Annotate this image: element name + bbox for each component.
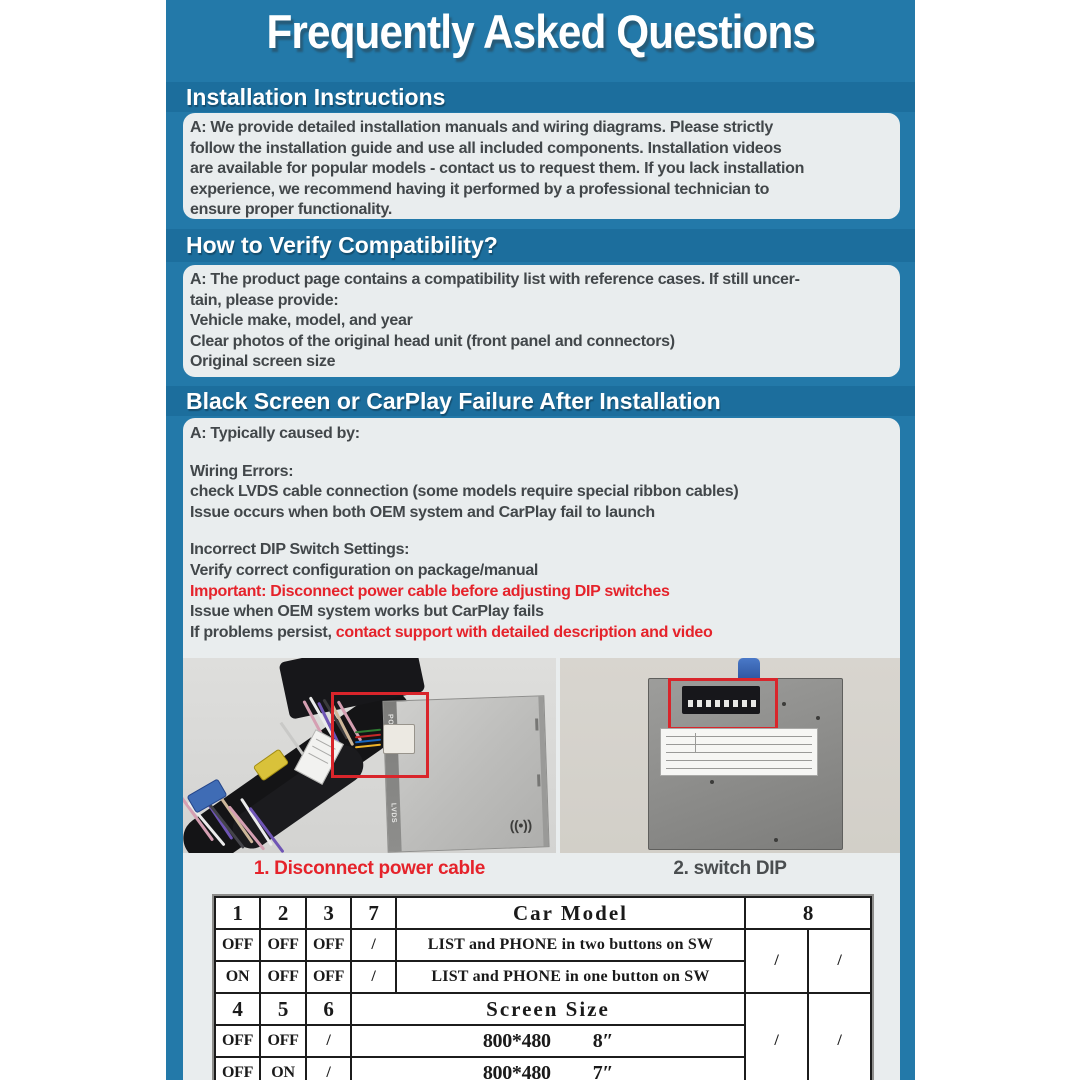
answer-line: tain, please provide: [190, 291, 339, 309]
line-prefix: If problems persist, [190, 623, 336, 641]
table-cell: OFF [260, 961, 306, 993]
table-cell: OFF [260, 1025, 306, 1057]
table-cell: OFF [306, 929, 351, 961]
answer-line: Issue occurs when both OEM system and CarPlay fail to launch [190, 503, 655, 521]
table-cell: OFF [215, 1025, 260, 1057]
spacer [190, 445, 900, 462]
table-cell: OFF [260, 929, 306, 961]
table-cell: OFF [215, 929, 260, 961]
answer-line: A: Typically caused by: [190, 425, 360, 442]
answer-line-contact-support [190, 623, 900, 644]
answer-line-important: Important: Disconnect power cable before adjusting DIP switches [190, 582, 670, 600]
dip1-header-cell: 1 [215, 897, 260, 929]
dip2-header-cell: 2 [260, 897, 306, 929]
answer-line: Issue when OEM system works but CarPlay fails [190, 603, 544, 621]
answer-line: Vehicle make, model, and year [190, 312, 413, 330]
section-band-compatibility [166, 229, 915, 262]
answer-line: follow the installation guide and use all included components. Installation videos [190, 139, 782, 157]
decoder-right-edge [538, 696, 548, 846]
answer-line: are available for popular models - contact us to request them. If you lack installation [190, 160, 805, 178]
decoder-port-mark [535, 718, 538, 730]
answer-line: ensure proper functionality. [190, 201, 392, 219]
line-red-part: contact support with detailed description and video [335, 623, 713, 641]
dip-settings-table [214, 896, 872, 1080]
resolution-cell [351, 1025, 745, 1057]
answer-line: A: The product page contains a compatibility list with reference cases. If still uncer- [190, 271, 800, 288]
table-cell: ON [260, 1057, 306, 1080]
table-cell: OFF [215, 1057, 260, 1080]
answer-line: Wiring Errors: [190, 462, 294, 480]
resolution-value: 800*480 [482, 1029, 551, 1052]
photo-disconnect-power [183, 658, 556, 853]
lvds-port-label: LVDS [389, 802, 398, 824]
dip5-header-cell: 5 [260, 993, 306, 1025]
red-highlight-dip-switch [668, 678, 778, 730]
caption-switch-dip: 2. switch DIP [673, 858, 787, 879]
table-cell-slash: / [745, 929, 808, 993]
table-cell-slash: / [745, 993, 808, 1080]
label-grid-line [695, 733, 696, 753]
answer-box-black-screen [183, 418, 900, 1080]
answer-line: A: We provide detailed installation manuals and wiring diagrams. Please strictly [190, 119, 773, 136]
dip8-header-cell: 8 [745, 897, 871, 929]
caption-row [183, 858, 900, 880]
table-cell: / [306, 1025, 351, 1057]
antenna-connector [738, 658, 760, 680]
section-band-black-screen [166, 386, 915, 416]
table-cell: ON [215, 961, 260, 993]
caption-disconnect-power: 1. Disconnect power cable [253, 858, 486, 879]
answer-line: Original screen size [190, 353, 336, 371]
screen-size-header-cell: Screen Size [351, 993, 745, 1025]
table-cell: / [351, 961, 396, 993]
photo-row [183, 658, 900, 853]
answer-line: Clear photos of the original head unit (front panel and connectors) [190, 332, 675, 350]
answer-box-compatibility [183, 265, 900, 377]
table-cell: / [351, 929, 396, 961]
page-title [166, 4, 915, 60]
car-model-header-cell: Car Model [396, 897, 745, 929]
answer-box-installation [183, 113, 900, 219]
car-mode-label-cell: LIST and PHONE in one button on SW [396, 961, 745, 993]
spacer [190, 523, 900, 540]
screw-dot [710, 780, 714, 784]
photo-switch-dip [560, 658, 900, 853]
answer-line: check LVDS cable connection (some models require special ribbon cables) [190, 483, 739, 501]
table-cell: / [306, 1057, 351, 1080]
screw-dot [782, 702, 786, 706]
screen-size-value: 8″ [592, 1029, 614, 1052]
screw-dot [774, 838, 778, 842]
answer-line: Incorrect DIP Switch Settings: [190, 541, 410, 559]
table-cell: OFF [306, 961, 351, 993]
content-panel [166, 0, 915, 1080]
table-cell-slash: / [808, 993, 871, 1080]
section-heading-compatibility: How to Verify Compatibility? [186, 232, 498, 258]
table-cell-slash: / [808, 929, 871, 993]
section-heading-black-screen: Black Screen or CarPlay Failure After Installation [186, 388, 721, 414]
answer-line: Verify correct configuration on package/manual [190, 561, 539, 579]
page-title-text: Frequently Asked Questions [266, 5, 815, 58]
dip3-header-cell: 3 [306, 897, 351, 929]
screw-dot [816, 716, 820, 720]
red-highlight-power-connector [331, 692, 429, 778]
decoder-port-mark [537, 774, 540, 786]
section-band-installation [166, 82, 915, 112]
dip6-header-cell: 6 [306, 993, 351, 1025]
resolution-cell [351, 1057, 745, 1080]
spec-label-sticker [660, 728, 818, 776]
dip7-header-cell: 7 [351, 897, 396, 929]
black-screen-text [183, 418, 900, 643]
screen-size-value: 7″ [592, 1061, 614, 1080]
car-mode-label-cell: LIST and PHONE in two buttons on SW [396, 929, 745, 961]
section-heading-installation: Installation Instructions [186, 84, 446, 110]
answer-line: experience, we recommend having it performed by a professional technician to [190, 180, 770, 198]
wifi-logo: ((•)) [509, 816, 533, 834]
dip4-header-cell: 4 [215, 993, 260, 1025]
resolution-value: 800*480 [482, 1061, 551, 1080]
